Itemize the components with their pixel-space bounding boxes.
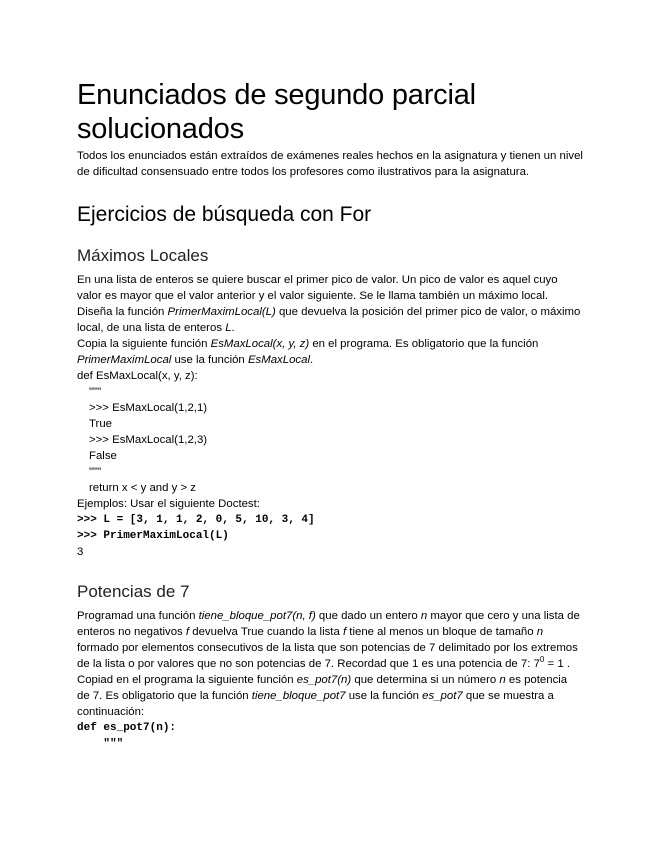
intro-paragraph: Todos los enunciados están extraídos de exámenes reales hechos en la asignatura y tienen un nivel de dificultad consensuado entre todos los profesores como ilustrativos para la asignatura. — [77, 150, 583, 178]
maximos-paragraph-1: En una lista de enteros se quiere buscar el primer pico de valor. Un pico de valor es aquel cuyo valor es mayor que el valor anterior y el valor siguiente. Se le llama también un máximo local. — [77, 274, 558, 302]
code-line: def es_pot7(n): — [77, 722, 177, 734]
code-line: >>> L = [3, 1, 1, 2, 0, 5, 10, 3, 4] — [77, 514, 315, 526]
fn-primer-maxim-local: PrimerMaximLocal(L) — [167, 306, 276, 318]
section-heading: Ejercicios de búsqueda con For — [77, 203, 372, 226]
doc-line: >>> EsMaxLocal(1,2,1) — [89, 402, 208, 414]
maximos-paragraph-3: Copia la siguiente función EsMaxLocal(x, y, z) en el programa. Es obligatorio que la función PrimerMaximLocal use la función EsMaxLocal. — [77, 338, 539, 366]
doc-line: True — [89, 418, 112, 430]
doc-line: return x < y and y > z — [89, 482, 196, 494]
potencias-paragraph-1: Programad una función tiene_bloque_pot7(n, f) que dado un entero n mayor que cero y una lista de enteros no negativos f devuelva True cuando la lista f tiene al menos un bloque de tamaño n formado por elementos consecutivos de la lista que son potencias de 7 delimitado por los extremos de la lista o por valores que no son potencias de 7. Recordad que 1 es una potencia de 7: $7^0 = 1$ . — [77, 610, 580, 670]
potencias-body — [77, 608, 582, 752]
def-line: def EsMaxLocal(x, y, z): — [77, 370, 198, 382]
page-title: Enunciados de segundo parcial solucionados — [77, 79, 476, 145]
doctest-result: 3 — [77, 546, 84, 558]
doc-line: """ — [89, 466, 102, 478]
potencias-heading: Potencias de 7 — [77, 582, 190, 601]
potencias-paragraph-2: Copiad en el programa la siguiente función es_pot7(n) que determina si un número n es potencia de 7. Es obligatorio que la función tiene_bloque_pot7 use la función es_pot7 que se muestra a continuación: — [77, 674, 568, 718]
example-label: Ejemplos: Usar el siguiente Doctest: — [77, 498, 260, 510]
doc-line: False — [89, 450, 117, 462]
maximos-body — [77, 272, 582, 560]
maximos-paragraph-2: Diseña la función PrimerMaximLocal(L) que devuelva la posición del primer pico de valor, o máximo local, de una lista de enteros L. — [77, 306, 581, 334]
doc-line: """ — [89, 386, 102, 398]
code-line: >>> PrimerMaximLocal(L) — [77, 530, 229, 542]
doc-line: >>> EsMaxLocal(1,2,3) — [89, 434, 208, 446]
maximos-heading: Máximos Locales — [77, 246, 209, 265]
code-line: """ — [77, 738, 124, 750]
